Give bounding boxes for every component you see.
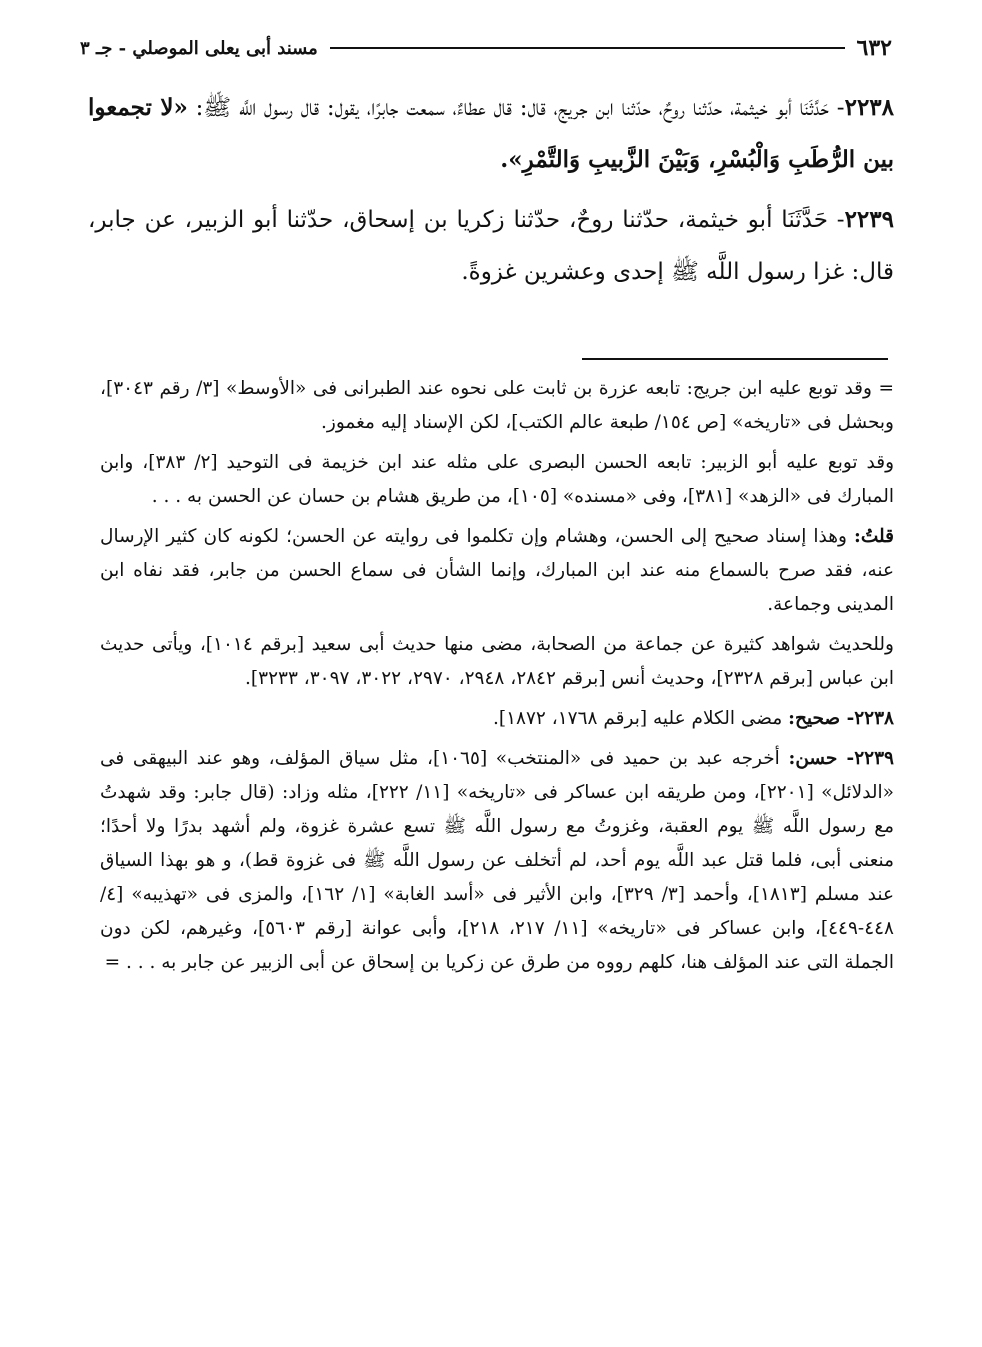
footnote-lead: ٢٢٣٩- حسن: [788,748,894,769]
footnotes [100,372,894,986]
footnote-text: وهذا إسناد صحيح إلى الحسن، وهشام وإن تكلموا فى روايته عن الحسن؛ لكونه كان كثير الإرسال عنه، فقد صرح بالسماع منه عند ابن المبارك، وإنما الشأن فى سماع الحسن من جابر، فقد نفاه ابن المدينى وجماعة. [100,526,894,615]
running-header [80,30,892,66]
hadith-matn: «لا تجمعوا بين الرُّطَبِ وَالْبُسْرِ، وَبَيْنَ الزَّبيبِ وَالتَّمْرِ». [88,94,894,173]
footnote-paragraph [100,520,894,622]
hadith-2239 [88,194,894,298]
footnote-paragraph: = وقد توبع عليه ابن جريج: تابعه عزرة بن ثابت على نحوه عند الطبرانى فى «الأوسط» [٣/ رقم ٣٠٤٣]، وبحشل فى «تاريخه» [ص ١٥٤/ طبعة عالم الكتب]، لكن الإسناد إليه مغموز. [100,378,894,433]
header-rule [330,47,845,49]
footnote-paragraph: وللحديث شواهد كثيرة عن جماعة من الصحابة، مضى منها حديث أبى سعيد [برقم ١٠١٤]، ويأتى حديث ابن عباس [برقم ٢٣٢٨]، وحديث أنس [برقم ٢٨٤٢، ٢٩٤٨، ٢٩٧٠، ٣٠٢٢، ٣٠٩٧، ٣٢٣٣]. [100,634,894,689]
footnote-2239 [100,742,894,980]
footnote-text: أخرجه عبد بن حميد فى «المنتخب» [١٠٦٥]، مثل سياق المؤلف، وهو عند البيهقى فى «الدلائل» [٢٢٠١]، ومن طريقه ابن عساكر فى «تاريخه» [١١/ ٢٢٢]، مثله وزاد: (قال جابر: وقد شهدتُ مع رسول اللَّه ﷺ يوم العقبة، وغزوتُ مع رسول اللَّه ﷺ تسع عشرة غزوة، ولم أشهد بدرًا ولا أحدًا؛ منعنى أبى، فلما قتل عبد اللَّه يوم أحد، لم أتخلف عن رسول اللَّه ﷺ فى غزوة قط)، و هو بهذا السياق عند مسلم [١٨١٣]، وأحمد [٣/ ٣٢٩]، وابن الأثير فى «أسد الغابة» [١/ ١٦٢]، والمزى فى «تهذيبه» [٤/ ٤٤٨-٤٤٩]، وابن عساكر فى «تاريخه» [١١/ ٢١٧، ٢١٨]، وأبى عوانة [رقم ٥٦٠٣]، وغيرهم، لكن دون الجملة التى عند المؤلف هنا، كلهم رووه من طرق عن زكريا بن إسحاق عن أبى الزبير عن جابر به . . . = [100,748,894,973]
footnote-text: مضى الكلام عليه [برقم ١٧٦٨، ١٨٧٢]. [492,708,783,729]
footnote-separator [582,358,888,360]
hadith-2238 [88,82,894,186]
book-title: مسند أبى يعلى الموصلي - جـ ٣ [80,37,318,59]
footnote-lead: قلتُ: [854,526,894,547]
main-text [88,82,894,306]
page-number: ٦٣٢ [856,35,892,61]
hadith-text: - حَدَّثَنَا أبو خيثمة، حدّثنا روحٌ، حدّثنا زكريا بن إسحاق، حدّثنا أبو الزبير، عن جابر، قال: غزا رسول اللَّه ﷺ إحدى وعشرين غزوةً. [88,207,894,285]
footnote-2238 [100,702,894,736]
hadith-number: ٢٢٣٩ [844,206,894,233]
footnote-paragraph: وقد توبع عليه أبو الزبير: تابعه الحسن البصرى على مثله عند ابن خزيمة فى التوحيد [٢/ ٣٨٣]، وابن المبارك فى «الزهد» [٣٨١]، وفى «مسنده» [١٠٥]، من طريق هشام بن حسان عن الحسن به . . . [100,452,895,507]
hadith-isnad: - حَدَّثَنَا أبو خيثمة، حدّثنا روحٌ، حدّثنا ابن جريج، قال: قال عطاءٌ، سمعت جابرًا، يقول: قال رسول اللَّه ﷺ: [195,95,845,121]
hadith-number: ٢٢٣٨ [844,94,895,121]
footnote-lead: ٢٢٣٨- صحيح: [788,708,894,729]
